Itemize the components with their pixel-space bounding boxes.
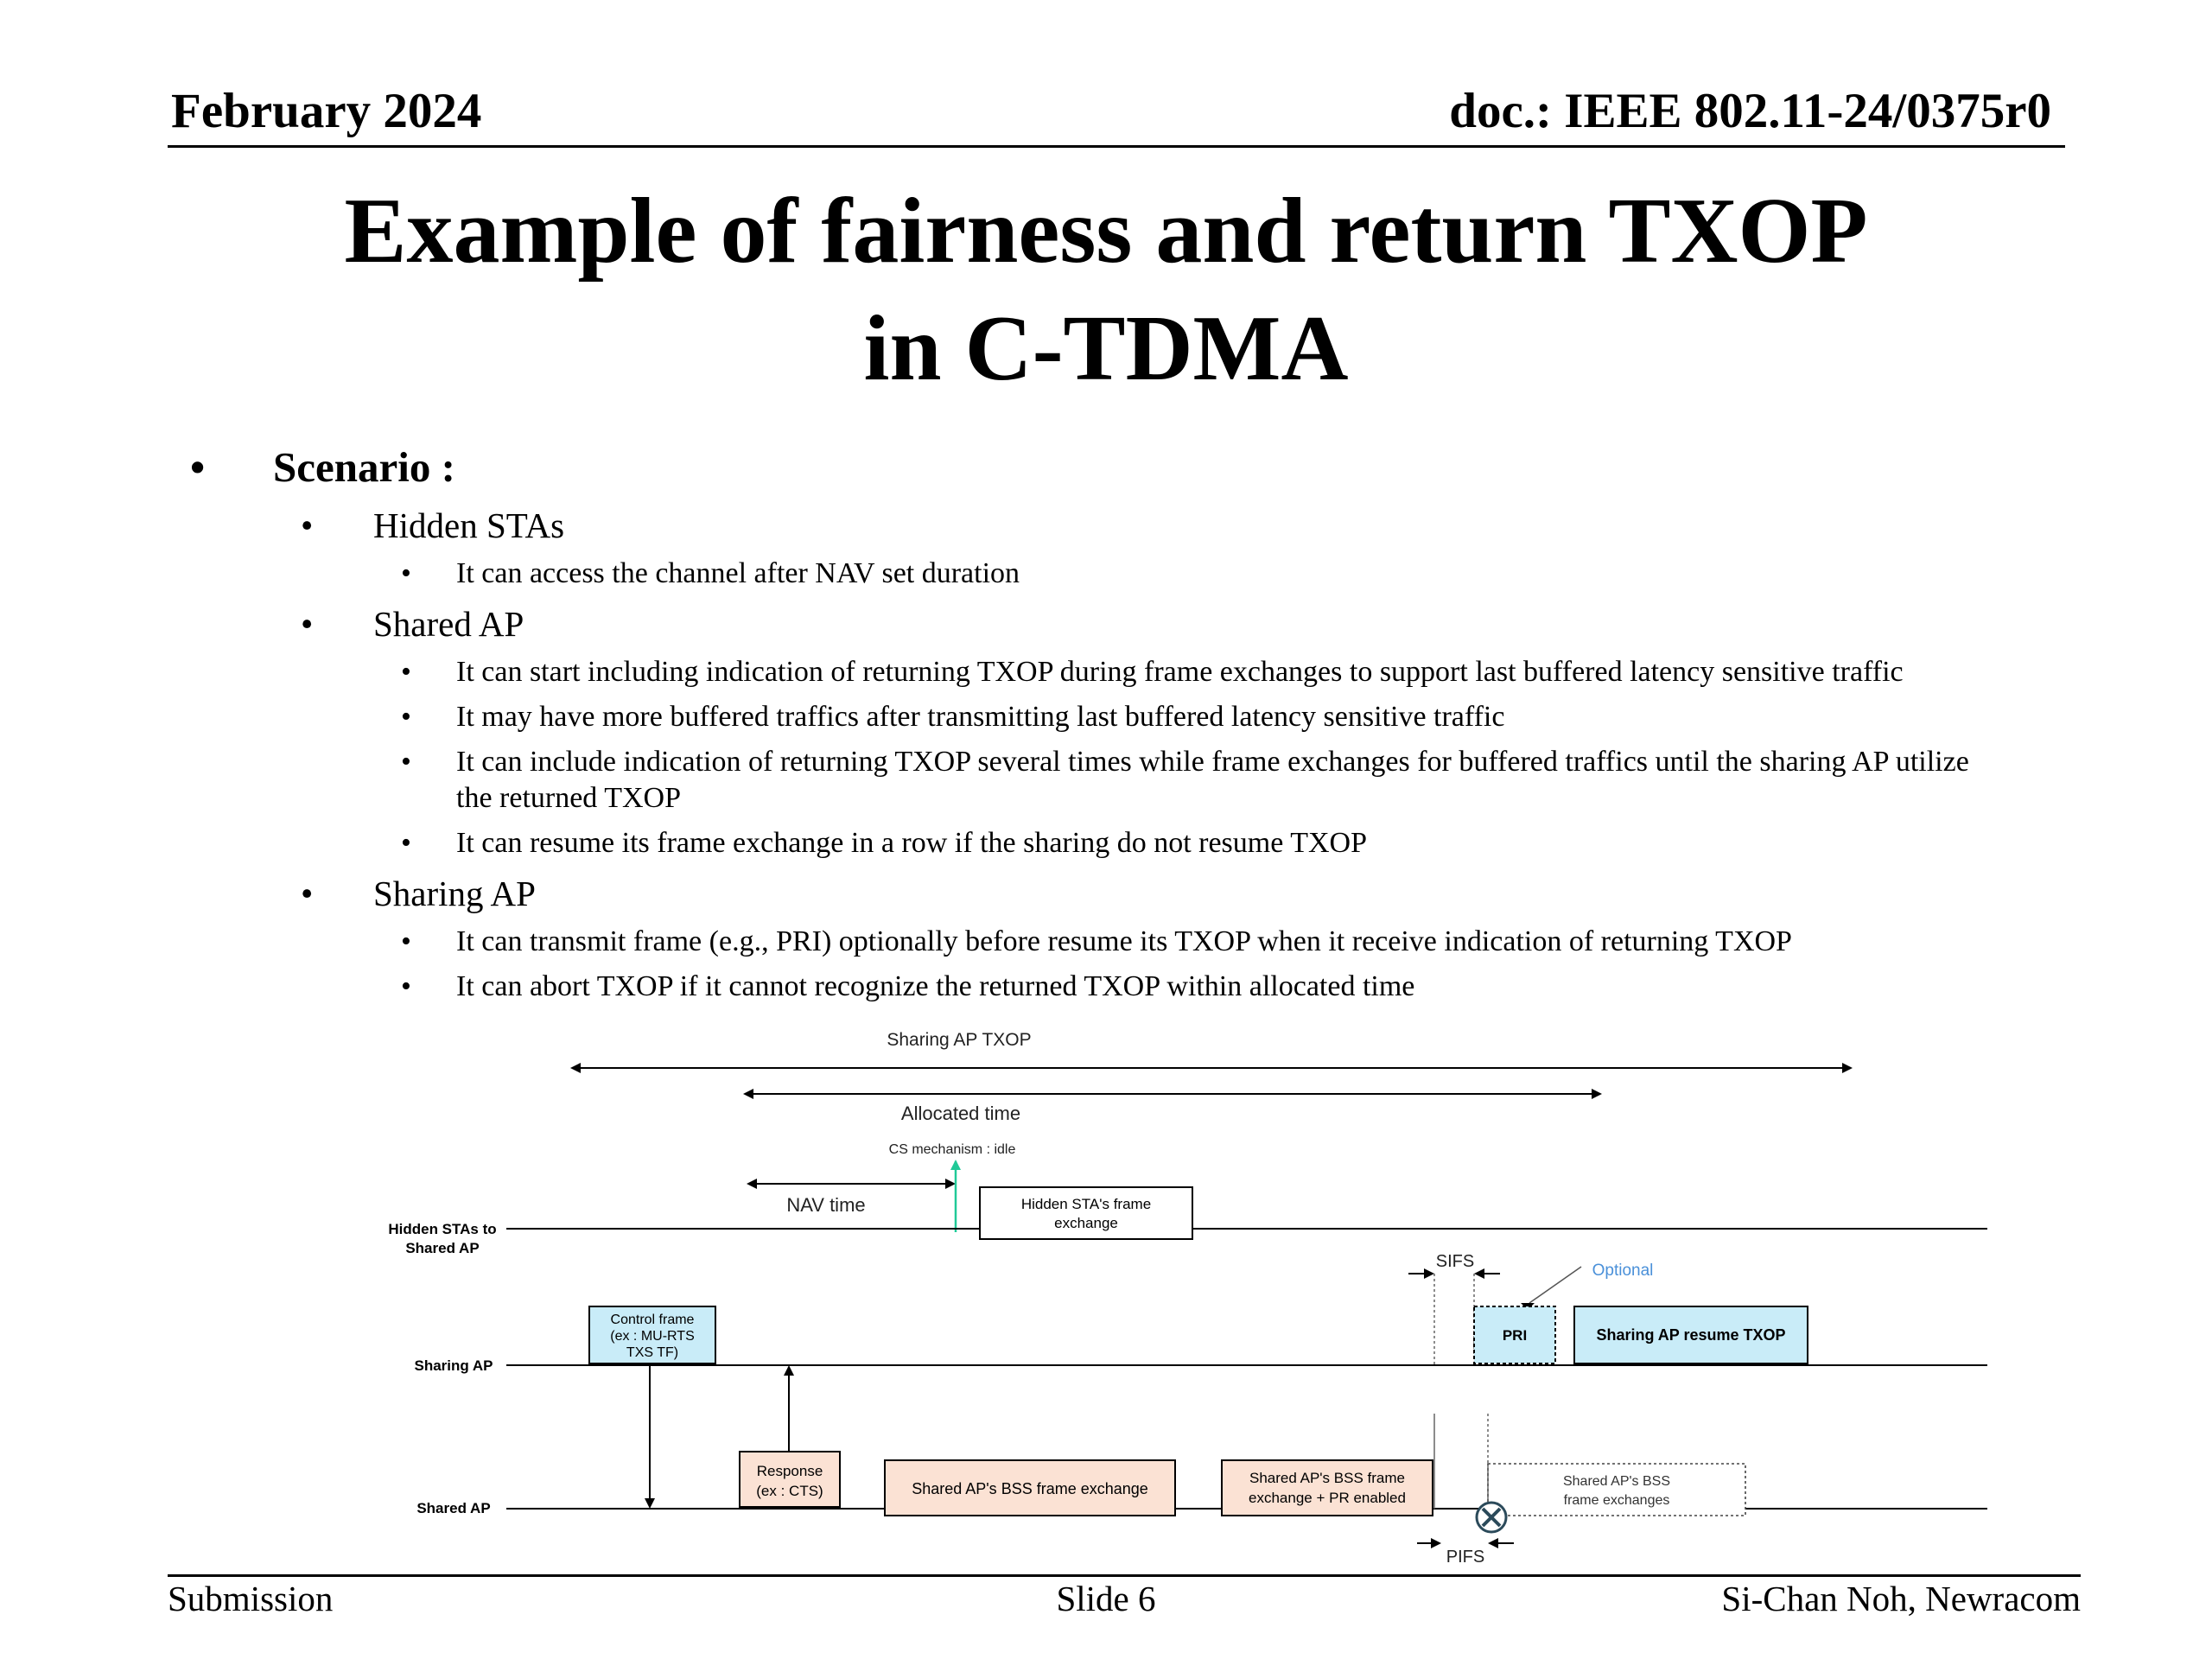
pri-text: PRI xyxy=(1502,1327,1528,1344)
bss-pr-enabled-box xyxy=(1222,1460,1433,1516)
optional-label: Optional xyxy=(1592,1262,1654,1280)
row-label-hidden-1: Hidden STAs to xyxy=(388,1221,497,1237)
footer-author: Si-Chan Noh, Newracom xyxy=(1721,1579,2081,1618)
allocated-time-label: Allocated time xyxy=(900,1103,1021,1124)
footer-submission: Submission xyxy=(168,1579,334,1618)
resume-txop-text: Sharing AP resume TXOP xyxy=(1596,1326,1786,1344)
control-frame-text-1: Control frame xyxy=(610,1313,695,1327)
control-frame-text-3: TXS TF) xyxy=(626,1345,679,1360)
sharing-ap-txop-label: Sharing AP TXOP xyxy=(887,1030,1032,1050)
cs-mechanism-label: CS mechanism : idle xyxy=(888,1142,1016,1157)
cross-mark-icon xyxy=(1477,1503,1506,1532)
bss-frame-exchanges-text-2: frame exchanges xyxy=(1563,1493,1670,1508)
title-line-1: Example of fairness and return TXOP xyxy=(344,180,1868,283)
header-doc-id: doc.: IEEE 802.11-24/0375r0 xyxy=(1449,84,2051,138)
bss-frame-exchanges-optional-box xyxy=(1488,1464,1745,1516)
bullet-dot: • xyxy=(190,443,206,491)
hidden-sta-frame-box xyxy=(980,1187,1192,1239)
hidden-sta-frame-text-2: exchange xyxy=(1054,1215,1118,1231)
optional-pointer-line xyxy=(1529,1267,1581,1303)
footer-slide-number: Slide 6 xyxy=(1056,1579,1156,1618)
row-label-sharing-ap: Sharing AP xyxy=(414,1357,493,1374)
header-date: February 2024 xyxy=(171,84,482,138)
nav-time-label: NAV time xyxy=(786,1194,866,1216)
row-label-hidden-2: Shared AP xyxy=(405,1240,480,1256)
bss-pr-enabled-text-2: exchange + PR enabled xyxy=(1249,1490,1406,1506)
response-text-2: (ex : CTS) xyxy=(756,1483,823,1499)
title-line-2: in C-TDMA xyxy=(863,297,1349,400)
bss-pr-enabled-text-1: Shared AP's BSS frame xyxy=(1249,1470,1405,1486)
bss-frame-exchanges-text-1: Shared AP's BSS xyxy=(1562,1474,1671,1489)
pifs-label: PIFS xyxy=(1446,1548,1485,1567)
control-frame-text-2: (ex : MU-RTS xyxy=(610,1329,695,1344)
sifs-label: SIFS xyxy=(1435,1252,1475,1271)
hidden-sta-frame-text-1: Hidden STA's frame xyxy=(1020,1196,1152,1212)
response-text-1: Response xyxy=(756,1463,823,1479)
footer-rule xyxy=(168,1574,2081,1577)
bss-frame-exchange-text: Shared AP's BSS frame exchange xyxy=(912,1480,1148,1497)
row-label-shared-ap: Shared AP xyxy=(416,1500,491,1516)
